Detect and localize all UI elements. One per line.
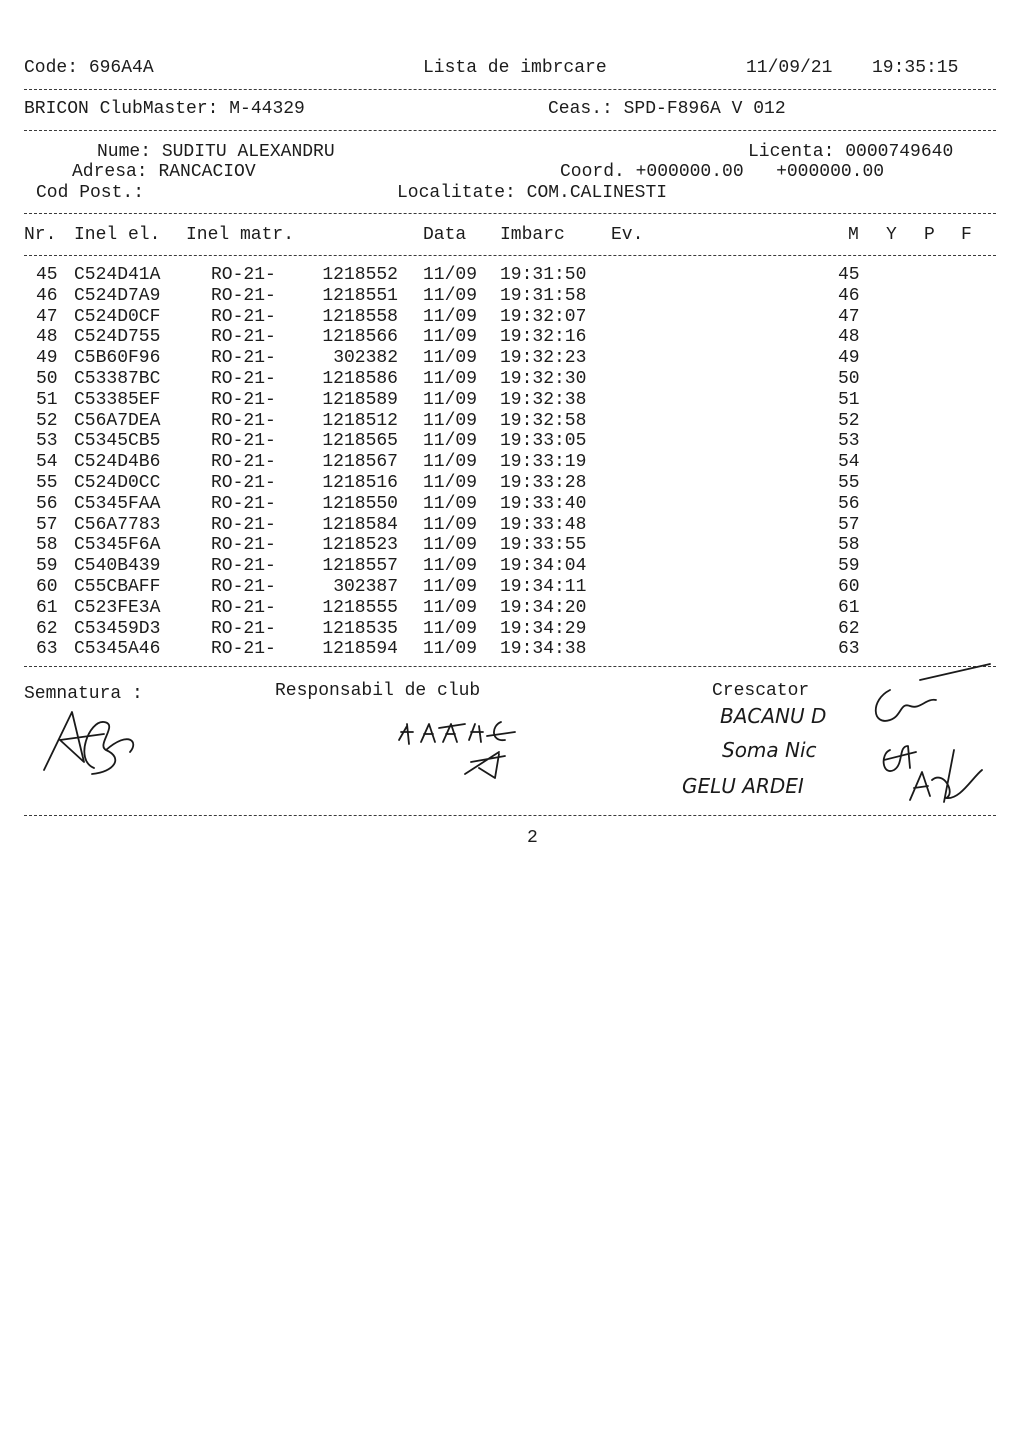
- row-date: 11/09: [423, 514, 478, 535]
- row-m: 53: [838, 431, 860, 452]
- row-ring-number: 1218516: [322, 473, 398, 493]
- owner-signature: [34, 700, 154, 780]
- coord-label: Coord.: [560, 162, 625, 182]
- row-ring-series: RO-21-: [211, 369, 276, 389]
- row-ring-series: RO-21-: [211, 348, 276, 369]
- row-nr: 60: [36, 577, 58, 597]
- row-m: 56: [838, 493, 860, 514]
- row-m: 47: [838, 306, 860, 327]
- row-date: 11/09: [423, 618, 478, 639]
- row-nr: 53: [36, 431, 58, 452]
- col-nr: Nr.: [24, 225, 57, 245]
- row-time: 19:33:28: [500, 473, 587, 493]
- clock-label: Ceas.:: [548, 99, 613, 119]
- row-date: 11/09: [423, 535, 478, 556]
- row-ring-el: C524D7A9: [74, 285, 161, 306]
- row-time: 19:31:50: [500, 265, 587, 285]
- row-time: 19:32:30: [500, 369, 587, 389]
- row-nr: 50: [36, 369, 58, 389]
- postcode-label: Cod Post.:: [36, 183, 145, 203]
- club-label: BRICON ClubMaster:: [24, 99, 219, 119]
- divider: [24, 213, 996, 214]
- row-ring-number: 1218557: [322, 556, 398, 577]
- row-ring-series: RO-21-: [211, 493, 276, 514]
- document-title: Lista de imbrcare: [423, 58, 607, 78]
- row-m: 49: [838, 348, 860, 369]
- col-ring-el: Inel el.: [74, 225, 161, 245]
- row-ring-number: 1218512: [322, 410, 398, 431]
- row-time: 19:33:48: [500, 514, 587, 535]
- row-time: 19:32:38: [500, 389, 587, 410]
- row-nr: 47: [36, 306, 58, 327]
- divider: [24, 130, 996, 131]
- row-ring-el: C524D0CC: [74, 473, 161, 493]
- row-nr: 57: [36, 514, 58, 535]
- row-time: 19:34:20: [500, 597, 587, 618]
- row-m: 62: [838, 618, 860, 639]
- row-nr: 62: [36, 618, 58, 639]
- row-ring-el: C53459D3: [74, 618, 161, 639]
- name-value: SUDITU ALEXANDRU: [161, 142, 335, 162]
- row-date: 11/09: [423, 410, 478, 431]
- print-time: 19:35:15: [872, 58, 959, 78]
- row-ring-el: C540B439: [74, 556, 161, 577]
- row-ring-el: C5345CB5: [74, 431, 161, 452]
- row-ring-series: RO-21-: [211, 473, 276, 493]
- row-date: 11/09: [423, 431, 478, 452]
- club-value: M-44329: [229, 99, 305, 119]
- row-m: 51: [838, 389, 860, 410]
- breeder-name-3: GELU ARDEI: [682, 774, 804, 798]
- row-date: 11/09: [423, 452, 478, 473]
- row-ring-number: 1218586: [322, 369, 398, 389]
- col-date: Data: [423, 225, 467, 245]
- row-ring-series: RO-21-: [211, 514, 276, 535]
- divider: [24, 255, 996, 256]
- owner-coordinates: [560, 162, 884, 182]
- row-ring-el: C56A7DEA: [74, 410, 161, 431]
- row-nr: 55: [36, 473, 58, 493]
- row-date: 11/09: [423, 389, 478, 410]
- row-ring-el: C56A7783: [74, 514, 161, 535]
- row-ring-el: C53387BC: [74, 369, 161, 389]
- row-date: 11/09: [423, 306, 478, 327]
- row-ring-number: 1218567: [322, 452, 398, 473]
- row-time: 19:32:23: [500, 348, 587, 369]
- row-ring-series: RO-21-: [211, 577, 276, 597]
- col-ev: Ev.: [611, 225, 644, 245]
- row-time: 19:33:40: [500, 493, 587, 514]
- row-time: 19:34:04: [500, 556, 587, 577]
- row-m: 45: [838, 265, 860, 285]
- row-date: 11/09: [423, 493, 478, 514]
- row-ring-number: 1218552: [322, 265, 398, 285]
- row-ring-series: RO-21-: [211, 410, 276, 431]
- row-ring-series: RO-21-: [211, 285, 276, 306]
- row-time: 19:31:58: [500, 285, 587, 306]
- club-responsible-label: Responsabil de club: [275, 681, 481, 701]
- col-m: M: [848, 225, 859, 245]
- row-time: 19:33:19: [500, 452, 587, 473]
- row-m: 59: [838, 556, 860, 577]
- row-nr: 61: [36, 597, 58, 618]
- row-m: 57: [838, 514, 860, 535]
- row-ring-el: C524D4B6: [74, 452, 161, 473]
- row-m: 58: [838, 535, 860, 556]
- row-nr: 45: [36, 265, 58, 285]
- owner-name: [97, 142, 335, 162]
- row-nr: 52: [36, 410, 58, 431]
- row-nr: 51: [36, 389, 58, 410]
- row-ring-number: 1218558: [322, 306, 398, 327]
- row-ring-series: RO-21-: [211, 306, 276, 327]
- row-ring-number: 1218566: [322, 327, 398, 348]
- row-time: 19:32:07: [500, 306, 587, 327]
- club-responsible-signature: [395, 712, 545, 792]
- row-ring-number: 1218555: [322, 597, 398, 618]
- name-label: Nume:: [97, 142, 152, 162]
- row-m: 63: [838, 639, 860, 660]
- row-ring-el: C5B60F96: [74, 348, 161, 369]
- breeder-label: Crescator: [712, 681, 810, 701]
- row-m: 46: [838, 285, 860, 306]
- signature-label: Semnatura :: [24, 684, 143, 704]
- row-time: 19:32:16: [500, 327, 587, 348]
- row-time: 19:34:29: [500, 618, 587, 639]
- row-ring-number: 1218584: [322, 514, 398, 535]
- row-date: 11/09: [423, 473, 478, 493]
- row-ring-el: C55CBAFF: [74, 577, 161, 597]
- club-master: [24, 99, 305, 119]
- row-ring-series: RO-21-: [211, 618, 276, 639]
- row-ring-series: RO-21-: [211, 327, 276, 348]
- row-ring-number: 1218594: [322, 639, 398, 660]
- row-time: 19:34:11: [500, 577, 587, 597]
- row-nr: 63: [36, 639, 58, 660]
- row-m: 52: [838, 410, 860, 431]
- col-boarding: Imbarc: [500, 225, 565, 245]
- print-date: 11/09/21: [746, 58, 833, 78]
- row-nr: 49: [36, 348, 58, 369]
- coord-y: +000000.00: [776, 162, 885, 182]
- row-ring-number: 302387: [333, 577, 398, 597]
- row-m: 55: [838, 473, 860, 493]
- code-label: Code:: [24, 58, 79, 78]
- col-f: F: [961, 225, 972, 245]
- row-time: 19:33:55: [500, 535, 587, 556]
- row-nr: 46: [36, 285, 58, 306]
- row-ring-el: C5345A46: [74, 639, 161, 660]
- row-date: 11/09: [423, 597, 478, 618]
- row-date: 11/09: [423, 327, 478, 348]
- locality-label: Localitate:: [397, 183, 516, 203]
- page-number: 2: [527, 828, 538, 848]
- row-nr: 54: [36, 452, 58, 473]
- row-m: 61: [838, 597, 860, 618]
- locality-value: COM.CALINESTI: [526, 183, 668, 203]
- row-ring-el: C5345FAA: [74, 493, 161, 514]
- row-date: 11/09: [423, 639, 478, 660]
- row-ring-series: RO-21-: [211, 535, 276, 556]
- owner-license: [748, 142, 953, 162]
- row-ring-series: RO-21-: [211, 452, 276, 473]
- row-date: 11/09: [423, 265, 478, 285]
- breeder-signatures: [860, 660, 1000, 810]
- row-m: 48: [838, 327, 860, 348]
- row-ring-number: 1218589: [322, 389, 398, 410]
- row-ring-el: C53385EF: [74, 389, 161, 410]
- row-ring-el: C524D755: [74, 327, 161, 348]
- row-time: 19:34:38: [500, 639, 587, 660]
- row-nr: 56: [36, 493, 58, 514]
- row-ring-series: RO-21-: [211, 265, 276, 285]
- row-nr: 48: [36, 327, 58, 348]
- row-m: 60: [838, 577, 860, 597]
- owner-locality: [397, 183, 667, 203]
- row-date: 11/09: [423, 285, 478, 306]
- row-m: 50: [838, 369, 860, 389]
- license-value: 0000749640: [845, 142, 954, 162]
- col-p: P: [924, 225, 935, 245]
- clock-value: SPD-F896A V 012: [623, 99, 786, 119]
- breeder-name-1: BACANU D: [720, 704, 827, 728]
- row-date: 11/09: [423, 348, 478, 369]
- license-label: Licenta:: [748, 142, 835, 162]
- address-value: RANCACIOV: [158, 162, 256, 182]
- row-time: 19:33:05: [500, 431, 587, 452]
- row-ring-el: C5345F6A: [74, 535, 161, 556]
- row-ring-el: C524D0CF: [74, 306, 161, 327]
- row-ring-series: RO-21-: [211, 389, 276, 410]
- owner-address: [72, 162, 256, 182]
- row-ring-el: C524D41A: [74, 265, 161, 285]
- row-ring-series: RO-21-: [211, 597, 276, 618]
- row-ring-series: RO-21-: [211, 431, 276, 452]
- row-m: 54: [838, 452, 860, 473]
- row-ring-number: 1218565: [322, 431, 398, 452]
- row-date: 11/09: [423, 577, 478, 597]
- row-ring-number: 302382: [333, 348, 398, 369]
- code-value: 696A4A: [88, 58, 154, 78]
- row-ring-number: 1218535: [322, 618, 398, 639]
- breeder-name-2: Soma Nic: [722, 738, 817, 762]
- row-ring-number: 1218550: [322, 493, 398, 514]
- divider: [24, 666, 996, 667]
- divider: [24, 89, 996, 90]
- row-time: 19:32:58: [500, 410, 587, 431]
- document-code: [24, 58, 154, 78]
- divider: [24, 815, 996, 816]
- row-date: 11/09: [423, 369, 478, 389]
- col-y: Y: [886, 225, 897, 245]
- row-nr: 59: [36, 556, 58, 577]
- clock-info: [548, 99, 786, 119]
- row-ring-series: RO-21-: [211, 556, 276, 577]
- coord-x: +000000.00: [635, 162, 744, 182]
- row-date: 11/09: [423, 556, 478, 577]
- col-ring-matr: Inel matr.: [186, 225, 295, 245]
- row-nr: 58: [36, 535, 58, 556]
- row-ring-number: 1218523: [322, 535, 398, 556]
- address-label: Adresa:: [72, 162, 148, 182]
- row-ring-el: C523FE3A: [74, 597, 161, 618]
- row-ring-number: 1218551: [322, 285, 398, 306]
- row-ring-series: RO-21-: [211, 639, 276, 660]
